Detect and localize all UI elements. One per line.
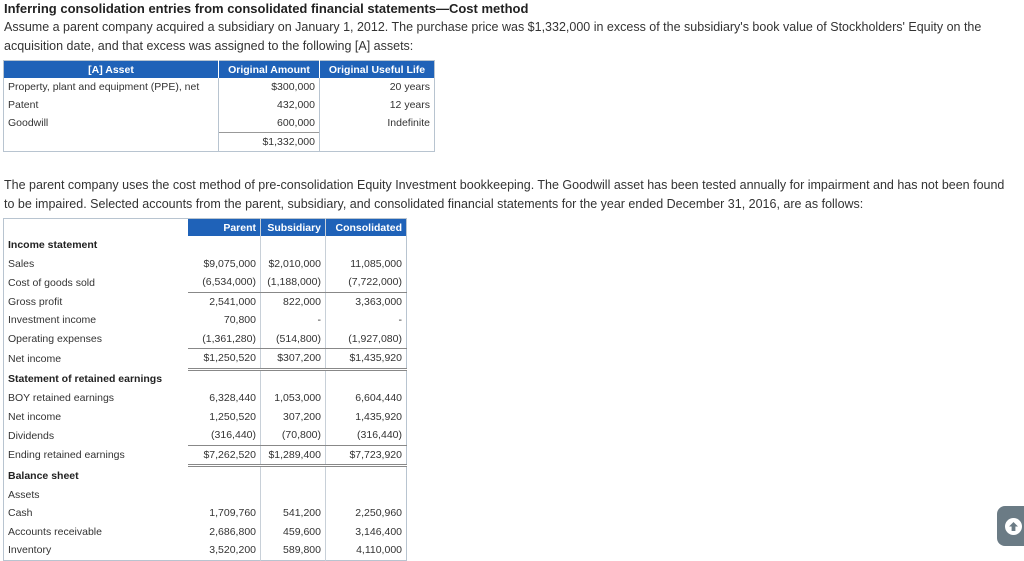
parent-value: $9,075,000	[203, 257, 256, 270]
consolidated-value: (1,927,080)	[326, 330, 407, 349]
intro-paragraph: Assume a parent company acquired a subsidiary on January 1, 2012. The purchase price was $1,332,000 in excess of the subsidiary's book value of Stockholders' Equity on the acquisition date, and that excess was assigned to the following [A] assets:	[4, 20, 982, 53]
consolidated-value	[326, 466, 407, 486]
row-label: Gross profit	[8, 295, 63, 308]
table-row	[4, 389, 407, 408]
consolidated-value: $7,723,920	[326, 445, 407, 466]
subsidiary-value: (1,188,000)	[261, 273, 326, 292]
row-label: BOY retained earnings	[8, 392, 115, 405]
consolidated-value: (316,440)	[326, 426, 407, 445]
consolidated-value: 3,146,400	[326, 523, 407, 542]
asset-amount: $300,000	[219, 78, 320, 96]
consolidated-value	[326, 236, 407, 255]
subsidiary-col-header: Subsidiary	[261, 219, 326, 237]
parent-value: 3,520,200	[209, 544, 256, 557]
asset-table	[3, 60, 435, 152]
parent-value: 1,709,760	[209, 507, 256, 520]
asset-total: $1,332,000	[219, 133, 320, 152]
fin-table-header	[4, 219, 407, 237]
parent-value: 6,328,440	[209, 392, 256, 405]
subsidiary-value: 1,053,000	[261, 389, 326, 408]
row-label: Balance sheet	[8, 469, 79, 482]
parent-value: (1,361,280)	[188, 330, 261, 349]
subsidiary-value	[261, 486, 326, 505]
row-label: Net income	[8, 410, 62, 423]
row-label: Sales	[8, 257, 35, 270]
asset-amount: 432,000	[219, 96, 320, 114]
subsidiary-value	[261, 369, 326, 389]
method-paragraph: The parent company uses the cost method of pre-consolidation Equity Investment bookkeeping. The Goodwill asset has been tested annually for impairment and has not been found to be impaired. Selected accounts from the parent, subsidiary, and consolidated financial statements for the year ended December 31, 2016, are as follows:	[4, 178, 1005, 211]
row-label: Inventory	[8, 544, 52, 557]
table-row	[4, 311, 407, 330]
consolidated-value: $1,435,920	[326, 349, 407, 370]
table-row	[4, 504, 407, 523]
consolidated-value: 2,250,960	[326, 504, 407, 523]
subsidiary-value: $1,289,400	[261, 445, 326, 466]
table-row	[4, 78, 435, 96]
subsidiary-value: $2,010,000	[261, 255, 326, 274]
life-col-header: Original Useful Life	[320, 61, 435, 79]
amount-col-header: Original Amount	[219, 61, 320, 79]
subsidiary-value: -	[261, 311, 326, 330]
consolidated-value: (7,722,000)	[326, 273, 407, 292]
row-label: Investment income	[8, 314, 97, 327]
page-title: Inferring consolidation entries from consolidated financial statements—Cost method	[4, 1, 529, 16]
consolidated-value: -	[326, 311, 407, 330]
subsidiary-value: (514,800)	[261, 330, 326, 349]
row-label: Income statement	[8, 239, 98, 252]
parent-col-header: Parent	[188, 219, 261, 237]
table-row	[4, 255, 407, 274]
table-row	[4, 330, 407, 349]
subsidiary-value: 459,600	[261, 523, 326, 542]
row-label: Operating expenses	[8, 333, 102, 345]
parent-value: $1,250,520	[188, 349, 261, 370]
table-row	[4, 292, 407, 311]
consolidated-value: 3,363,000	[326, 292, 407, 311]
table-row	[4, 96, 435, 114]
consolidated-col-header: Consolidated	[326, 219, 407, 237]
row-label: Net income	[8, 352, 62, 365]
consolidated-value: 6,604,440	[326, 389, 407, 408]
asset-life: 20 years	[320, 78, 435, 96]
asset-life: Indefinite	[320, 114, 435, 133]
consolidated-value	[326, 369, 407, 389]
parent-value	[188, 236, 261, 255]
row-label: Dividends	[8, 429, 55, 442]
row-label: Ending retained earnings	[8, 449, 125, 462]
parent-value: (6,534,000)	[188, 273, 261, 292]
parent-value	[188, 486, 261, 505]
subsidiary-value: (70,800)	[261, 426, 326, 445]
parent-value: $7,262,520	[188, 445, 261, 466]
parent-value: 2,541,000	[209, 295, 256, 308]
scroll-to-top-button[interactable]	[997, 506, 1024, 546]
asset-col-header: [A] Asset	[4, 61, 219, 79]
table-row	[4, 408, 407, 427]
table-row	[4, 114, 435, 133]
table-row	[4, 445, 407, 466]
asset-name: Goodwill	[8, 117, 49, 130]
subsidiary-value	[261, 466, 326, 486]
subsidiary-value: 307,200	[261, 408, 326, 427]
parent-value: (316,440)	[188, 426, 261, 445]
asset-life: 12 years	[320, 96, 435, 114]
asset-table-header	[4, 61, 435, 79]
consolidated-value: 1,435,920	[326, 408, 407, 427]
consolidated-value: 4,110,000	[326, 541, 407, 560]
subsidiary-value: 822,000	[261, 292, 326, 311]
total-row	[4, 133, 435, 152]
row-label: Cash	[8, 507, 33, 520]
asset-name: Patent	[8, 99, 39, 111]
table-row	[4, 236, 407, 255]
consolidated-value: 11,085,000	[326, 255, 407, 274]
row-label: Statement of retained earnings	[8, 373, 163, 385]
parent-value: 2,686,800	[209, 525, 256, 538]
financial-statements-table	[3, 218, 407, 561]
parent-value: 1,250,520	[209, 410, 256, 423]
row-label: Accounts receivable	[8, 525, 102, 538]
table-row	[4, 273, 407, 292]
table-row	[4, 466, 407, 486]
row-label: Assets	[8, 488, 40, 501]
consolidated-value	[326, 486, 407, 505]
parent-value: 70,800	[223, 314, 256, 327]
table-row	[4, 349, 407, 370]
subsidiary-value: 541,200	[261, 504, 326, 523]
subsidiary-value: 589,800	[261, 541, 326, 560]
table-row	[4, 486, 407, 505]
asset-amount: 600,000	[219, 114, 320, 133]
table-row	[4, 369, 407, 389]
asset-name: Property, plant and equipment (PPE), net	[8, 81, 200, 93]
fin-table-body	[4, 236, 407, 560]
table-row	[4, 523, 407, 542]
arrow-up-icon	[1005, 518, 1022, 535]
parent-value	[188, 369, 261, 389]
parent-value	[188, 466, 261, 486]
subsidiary-value: $307,200	[261, 349, 326, 370]
subsidiary-value	[261, 236, 326, 255]
row-label: Cost of goods sold	[8, 276, 95, 289]
table-row	[4, 426, 407, 445]
